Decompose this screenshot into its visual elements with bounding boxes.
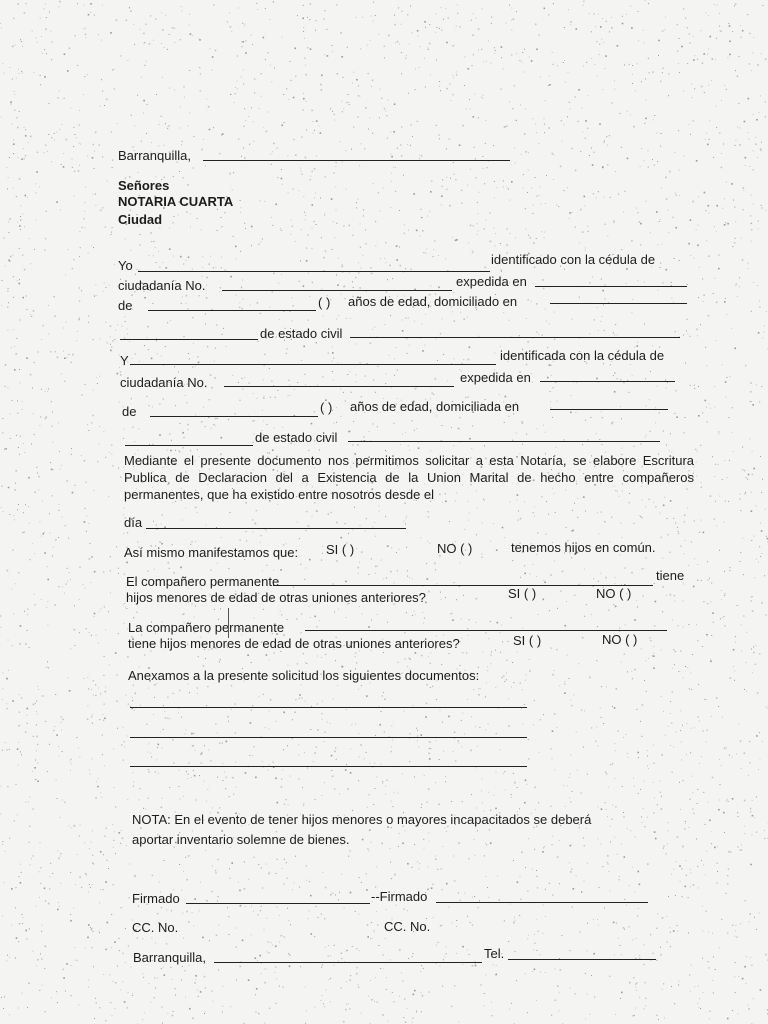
party1-domicile-line[interactable] [550, 303, 687, 304]
signature-line-2[interactable] [436, 902, 648, 903]
partner2-name-line[interactable] [305, 630, 667, 631]
day-label: día [124, 515, 143, 530]
notary-name: NOTARIA CUARTA [118, 194, 234, 209]
place-label: Barranquilla, [118, 148, 191, 163]
tel-line[interactable] [508, 959, 656, 960]
party1-cc-label: ciudadanía No. [118, 278, 206, 293]
footer-city-line[interactable] [214, 962, 482, 963]
party1-civil-label: de estado civil [260, 326, 343, 341]
party1-age-domicile-label: años de edad, domiciliado en [348, 294, 518, 309]
party2-domicile-line[interactable] [550, 409, 668, 410]
partner2-no[interactable]: NO ( ) [602, 632, 638, 647]
children-common-suffix: tenemos hijos en común. [511, 540, 656, 555]
stray-pen-mark [228, 608, 229, 638]
attachment-line-1[interactable] [130, 707, 527, 708]
party2-cc-label: ciudadanía No. [120, 375, 208, 390]
party2-civil-label: de estado civil [255, 430, 338, 445]
city-label: Ciudad [118, 212, 163, 227]
note-line-2: aportar inventario solemne de bienes. [132, 832, 350, 847]
partner1-label: El compañero permanente [126, 574, 280, 589]
date-place-line[interactable] [203, 160, 510, 161]
partner1-tiene: tiene [656, 568, 685, 583]
salutation: Señores [118, 178, 170, 193]
party1-issued-label: expedida en [456, 274, 527, 289]
party2-issued-label: expedida en [460, 370, 531, 385]
party2-age-domicile-label: años de edad, domiciliada en [350, 399, 520, 414]
tel-label: Tel. [484, 946, 505, 961]
yo-label: Yo [118, 258, 133, 273]
party1-id-text: identificado con la cédula de [491, 252, 656, 267]
party2-age-paren[interactable]: ( ) [320, 400, 333, 415]
party2-civil-prefix-line[interactable] [125, 445, 253, 446]
attachment-line-3[interactable] [130, 766, 527, 767]
children-common-prefix: Así mismo manifestamos que: [124, 545, 299, 560]
request-paragraph: Mediante el presente documento nos permitimos solicitar a esta Notaría, se elabore Escritura Publica de Declaracion del a Existencia de la Union Marital de hecho entre compañeros permanentes, que ha existido entre nosotros desde el [124, 453, 694, 502]
y-label: Y [120, 353, 129, 368]
partner1-si[interactable]: SI ( ) [508, 586, 537, 601]
partner1-no[interactable]: NO ( ) [596, 586, 632, 601]
start-day-line[interactable] [146, 528, 406, 529]
party2-origin-line[interactable] [150, 416, 318, 417]
party1-civil-line[interactable] [350, 337, 680, 338]
party1-origin-line[interactable] [148, 310, 316, 311]
party2-id-text: identificada con la cédula de [500, 348, 665, 363]
party1-issued-line[interactable] [535, 286, 687, 287]
children-common-si[interactable]: SI ( ) [326, 542, 355, 557]
signed-label-2: --Firmado [371, 889, 428, 904]
cc-label-1: CC. No. [132, 920, 179, 935]
note-line-1: NOTA: En el evento de tener hijos menores o mayores incapacitados se deberá [132, 812, 592, 827]
party1-name-line[interactable] [138, 271, 490, 272]
partner2-label: La compañero permanente [128, 620, 285, 635]
cc-label-2: CC. No. [384, 919, 431, 934]
party1-age-paren[interactable]: ( ) [318, 295, 331, 310]
party2-name-line[interactable] [130, 364, 496, 365]
party2-civil-line[interactable] [348, 441, 660, 442]
partner2-question: tiene hijos menores de edad de otras uniones anteriores? [128, 636, 460, 651]
party2-issued-line[interactable] [540, 381, 675, 382]
party2-de-label: de [122, 404, 137, 419]
footer-city-label: Barranquilla, [133, 950, 206, 965]
signature-line-1[interactable] [186, 903, 370, 904]
partner1-question: hijos menores de edad de otras uniones anteriores? [126, 590, 426, 605]
attachment-line-2[interactable] [130, 737, 527, 738]
attachments-label: Anexamos a la presente solicitud los siguientes documentos: [128, 668, 480, 683]
children-common-no[interactable]: NO ( ) [437, 541, 473, 556]
partner2-si[interactable]: SI ( ) [513, 633, 542, 648]
party1-civil-prefix-line[interactable] [120, 339, 258, 340]
signed-label-1: Firmado [132, 891, 180, 906]
party1-cc-line[interactable] [222, 290, 452, 291]
party1-de-label: de [118, 298, 133, 313]
party2-cc-line[interactable] [224, 386, 454, 387]
